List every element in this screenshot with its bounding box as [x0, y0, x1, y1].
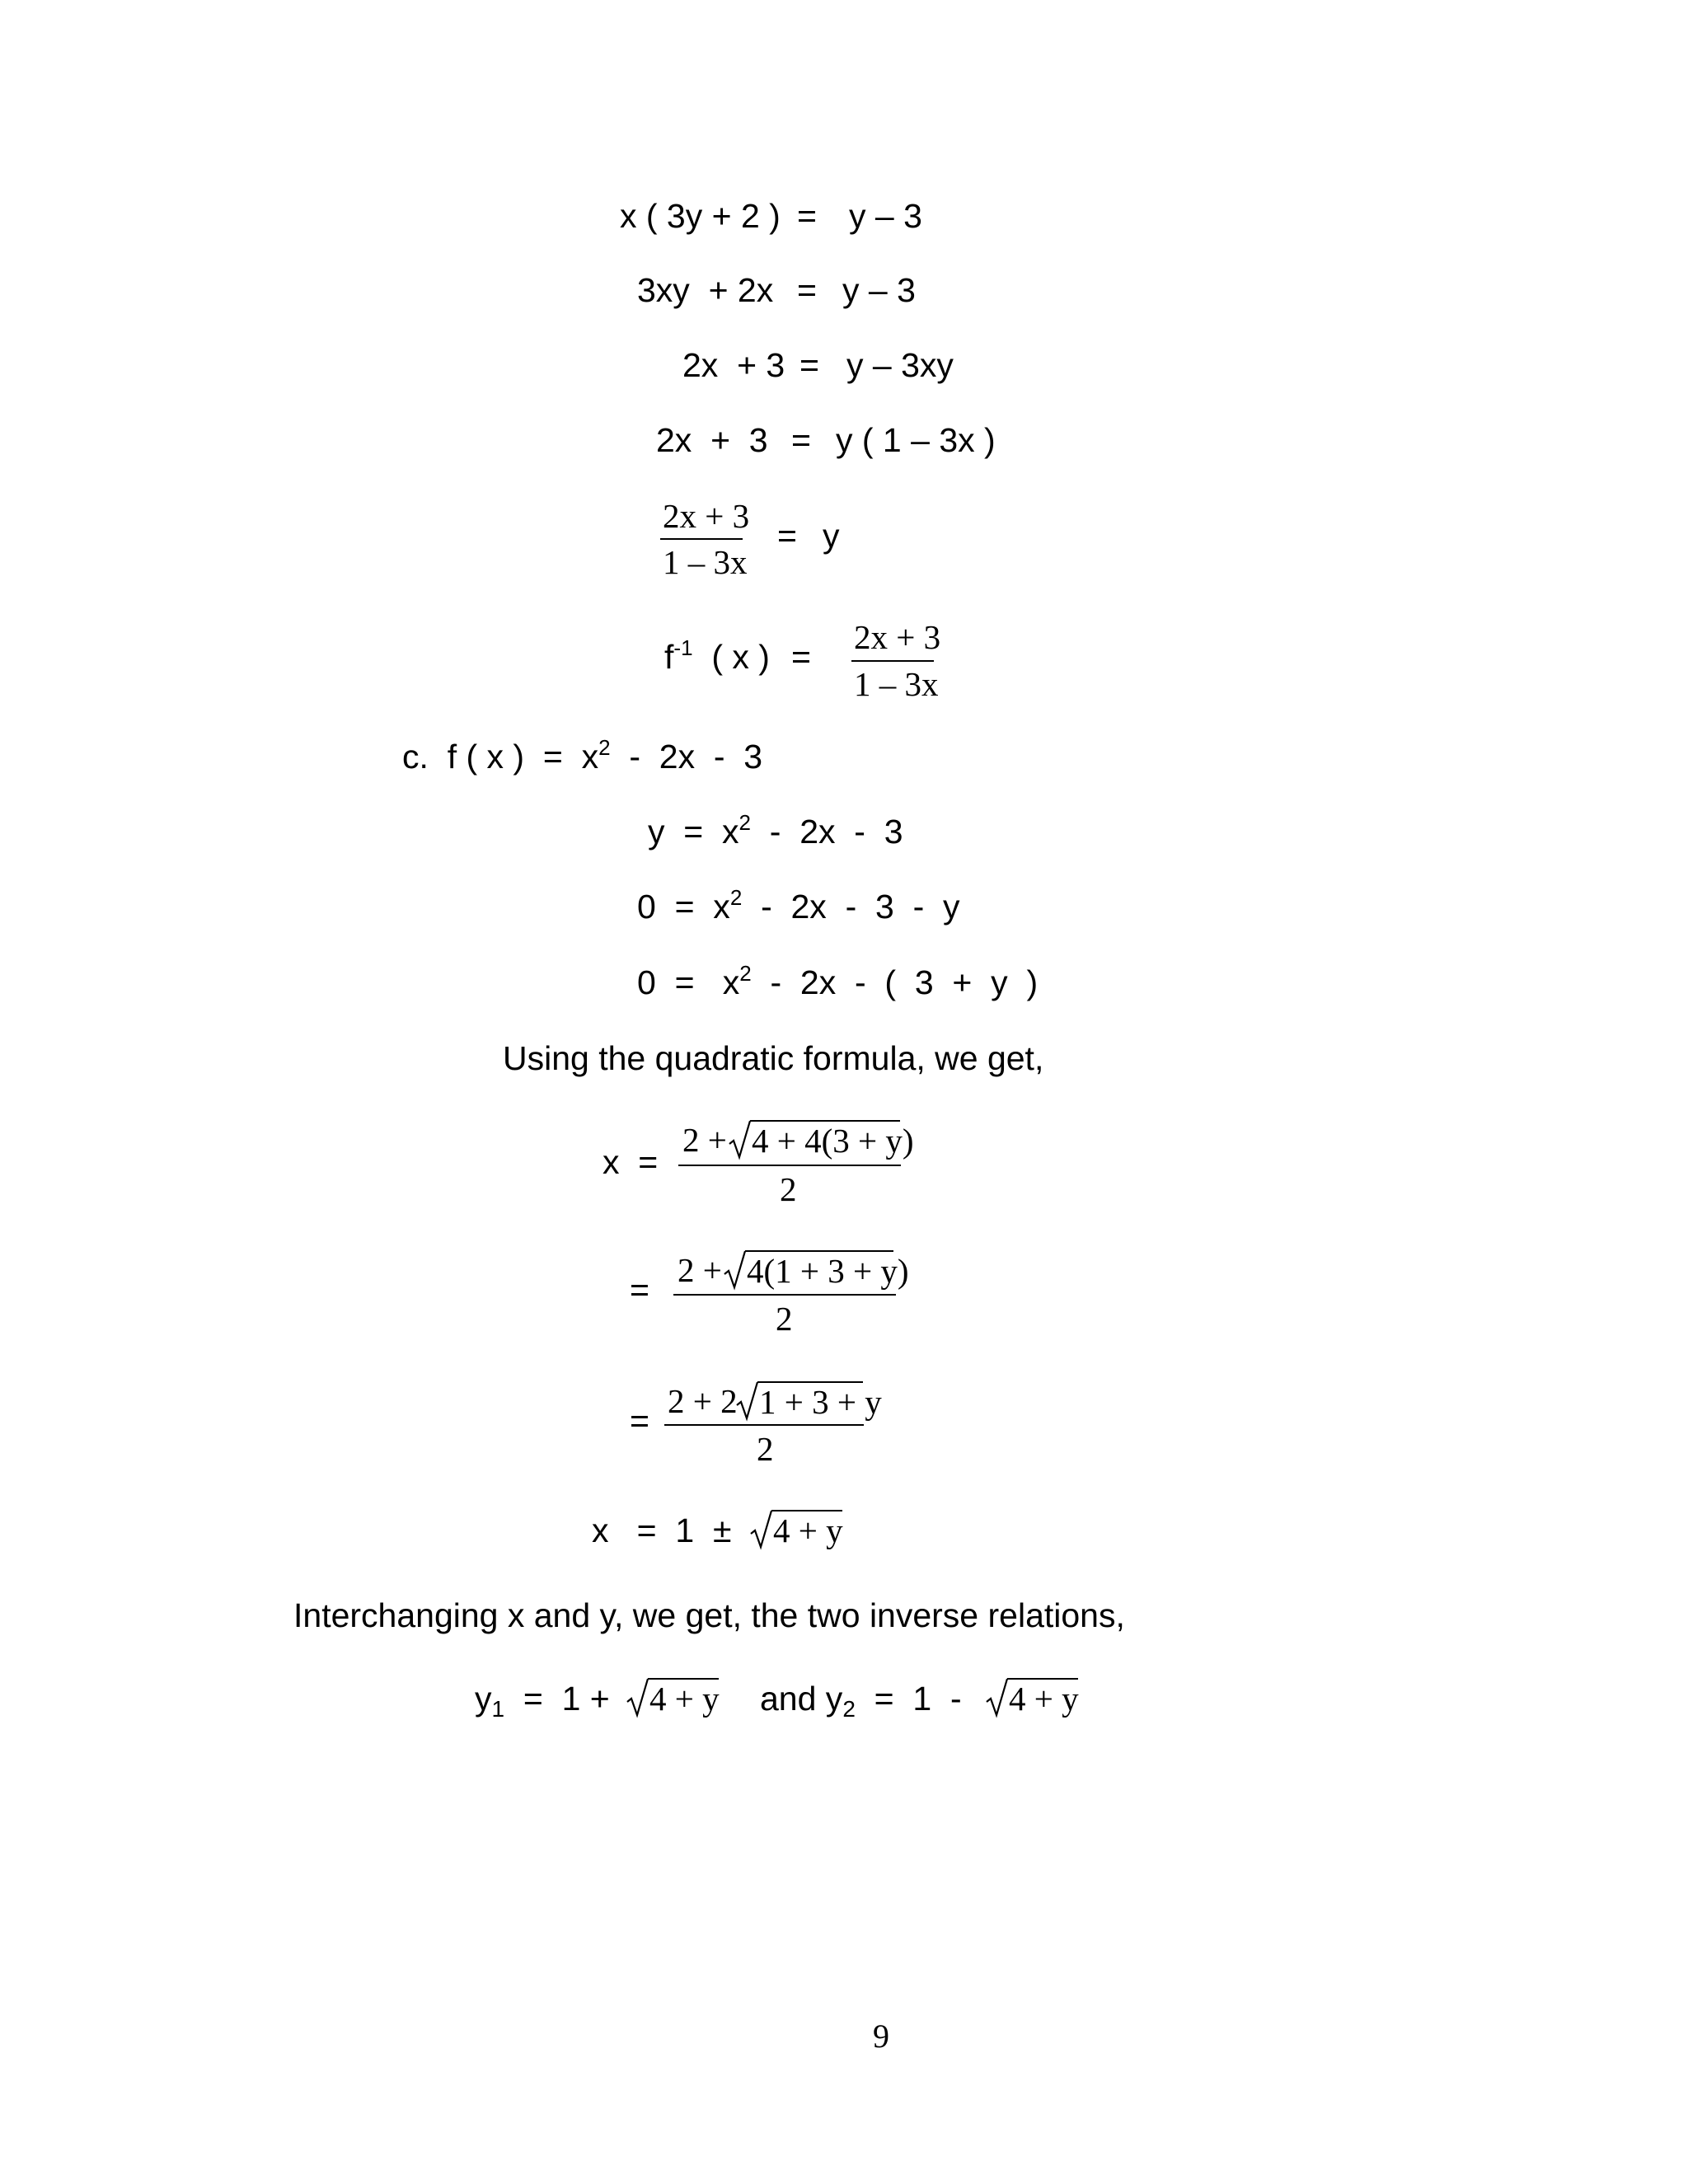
- step-2-lhs: 3xy + 2x: [637, 271, 774, 309]
- relation-y1-base: y: [475, 1680, 492, 1718]
- step-3-eq: =: [799, 346, 819, 384]
- relation-y1-rest: = 1 +: [504, 1680, 610, 1718]
- solution-1-radicand: 4 + 4(3 + y): [752, 1122, 914, 1160]
- solution-1-num-prefix: 2 +: [682, 1121, 736, 1159]
- inverse-lhs-base: f: [664, 638, 674, 676]
- part-c-step-3-rest: - 2x - ( 3 + y ): [751, 963, 1039, 1001]
- sqrt-icon: [736, 1380, 759, 1423]
- inverse-lhs-sup: -1: [673, 635, 693, 660]
- sqrt-icon: [729, 1119, 752, 1162]
- final-radicand: 4 + y: [773, 1511, 843, 1549]
- part-c-heading: [402, 737, 762, 776]
- part-c-step-1-lhs: y = x: [648, 813, 739, 851]
- inverse-lhs: [664, 637, 770, 677]
- quadratic-note: Using the quadratic formula, we get,: [503, 1039, 1044, 1077]
- step-1-eq: =: [797, 197, 817, 235]
- solution-3-radicand: 1 + 3 + y: [759, 1383, 882, 1421]
- solution-2-radicand: 4(1 + 3 + y): [747, 1252, 909, 1290]
- relation-y2-sub: 2: [842, 1696, 856, 1722]
- solution-2-num-prefix: 2 +: [678, 1251, 731, 1289]
- inverse-eq: =: [791, 638, 811, 676]
- sqrt-icon: [986, 1677, 1009, 1720]
- step-4-lhs: 2x + 3: [656, 421, 768, 459]
- relation-y2-radicand: 4 + y: [1009, 1680, 1079, 1718]
- fraction-bar: [660, 538, 743, 540]
- step-3-lhs: 2x + 3: [682, 346, 785, 384]
- part-c-func: f ( x ) = x: [447, 738, 599, 776]
- relation-y2-rest: = 1 -: [855, 1680, 962, 1718]
- fraction-denominator: 1 – 3x: [663, 543, 748, 581]
- solution-1-lhs: x =: [603, 1143, 659, 1181]
- relation-y1: [475, 1679, 610, 1722]
- part-c-step-3-lhs: 0 = x: [637, 963, 740, 1001]
- solution-3-fraction-bar: [664, 1424, 864, 1426]
- step-2-eq: =: [797, 271, 817, 309]
- step-3-rhs: y – 3xy: [846, 346, 954, 384]
- interchange-note: Interchanging x and y, we get, the two inverse relations,: [293, 1596, 1125, 1634]
- solution-1-denominator: 2: [780, 1170, 797, 1208]
- solution-3-denominator: 2: [757, 1430, 774, 1468]
- inverse-lhs-arg: ( x ): [711, 638, 770, 676]
- solution-1-fraction-bar: [678, 1165, 901, 1166]
- inverse-denominator: 1 – 3x: [854, 665, 939, 703]
- step-2-rhs: y – 3: [842, 271, 916, 309]
- solution-2-fraction-bar: [673, 1294, 896, 1296]
- fraction-eq: =: [777, 517, 797, 555]
- part-c-func-sup: 2: [598, 735, 611, 760]
- part-c-step-3: [637, 963, 1038, 1002]
- step-4-rhs: y ( 1 – 3x ): [836, 421, 996, 459]
- final-lhs: x = 1 ±: [592, 1511, 732, 1549]
- part-c-step-1-sup: 2: [738, 810, 751, 835]
- inverse-numerator: 2x + 3: [854, 618, 941, 656]
- part-c-step-1-rest: - 2x - 3: [750, 813, 903, 851]
- relation-y1-sub: 1: [491, 1696, 505, 1722]
- part-c-step-2: [637, 887, 960, 926]
- part-c-func-rest: - 2x - 3: [610, 738, 763, 776]
- inverse-fraction-bar: [851, 660, 934, 662]
- part-c-step-2-lhs: 0 = x: [637, 888, 730, 926]
- sqrt-icon: [626, 1677, 649, 1720]
- solution-3-lhs: =: [630, 1402, 649, 1440]
- solution-3-num-prefix: 2 + 2: [668, 1382, 738, 1420]
- part-c-label: c.: [402, 738, 429, 776]
- part-c-step-2-sup: 2: [729, 885, 743, 910]
- fraction-numerator: 2x + 3: [663, 497, 750, 535]
- relation-and-word: and y: [760, 1680, 843, 1718]
- part-c-step-1: [648, 812, 903, 851]
- part-c-step-3-sup: 2: [739, 961, 752, 986]
- page-number: 9: [873, 2018, 889, 2055]
- fraction-rhs: y: [823, 517, 840, 555]
- relation-y1-radicand: 4 + y: [649, 1680, 720, 1718]
- relation-y2: [760, 1679, 962, 1722]
- part-c-step-2-rest: - 2x - 3 - y: [742, 888, 960, 926]
- solution-2-denominator: 2: [776, 1300, 793, 1338]
- step-4-eq: =: [791, 421, 811, 459]
- sqrt-icon: [750, 1509, 773, 1552]
- step-1-rhs: y – 3: [849, 197, 922, 235]
- step-1-lhs: x ( 3y + 2 ): [620, 197, 781, 235]
- sqrt-icon: [724, 1249, 747, 1292]
- solution-2-lhs: =: [630, 1271, 649, 1309]
